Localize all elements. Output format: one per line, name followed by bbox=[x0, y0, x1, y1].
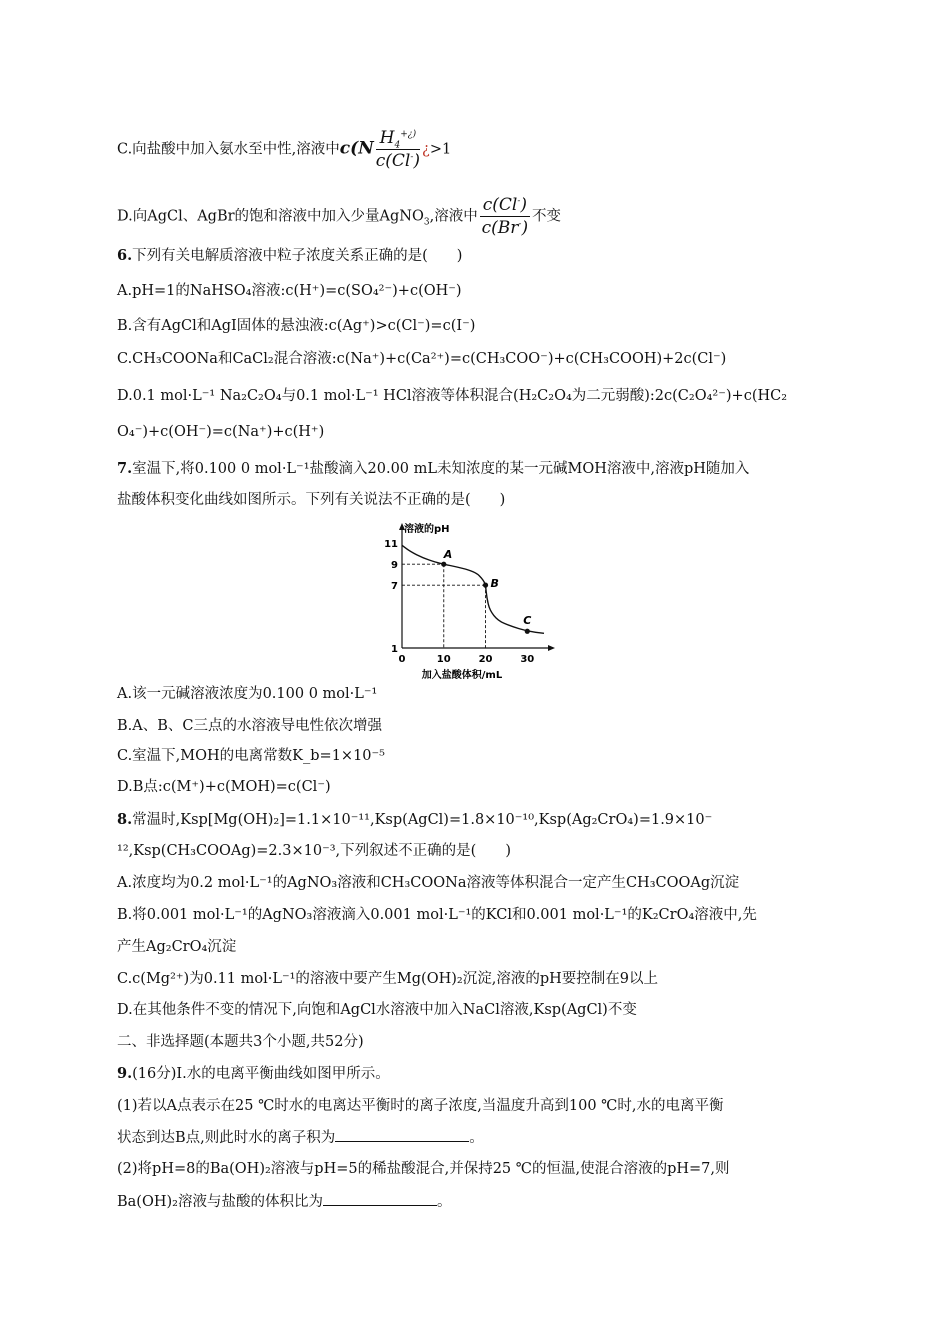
y-tick-label: 1 bbox=[391, 644, 398, 655]
q6-option-c: C.CH₃COONa和CaCl₂混合溶液:c(Na⁺)+c(Ca²⁺)=c(CH₃COO⁻)+c(CH₃COOH)+2c(Cl⁻) bbox=[117, 351, 727, 367]
y-tick-label: 7 bbox=[391, 581, 398, 593]
q8-text1: 常温时,Ksp[Mg(OH)₂]=1.1×10⁻¹¹,Ksp(AgCl)=1.8×10⁻¹⁰,Ksp(Ag₂CrO₄)=1.9×10⁻ bbox=[132, 812, 713, 828]
x-tick-label: 30 bbox=[520, 654, 535, 665]
q6-option-b: B.含有AgCl和AgI固体的悬浊液:c(Ag⁺)>c(Cl⁻)=c(I⁻) bbox=[117, 318, 476, 334]
q5-option-d-mid: ,溶液中 bbox=[429, 208, 478, 225]
point-label-a: A bbox=[443, 548, 453, 562]
q5-option-d bbox=[117, 195, 561, 238]
q5-den-close: ) bbox=[413, 151, 421, 171]
q5-option-c-denominator bbox=[376, 150, 420, 171]
q8-stem-line2: ¹²,Ksp(CH₃COOAg)=2.3×10⁻³,下列叙述不正确的是( ) bbox=[117, 843, 511, 859]
q9-part2-end: 。 bbox=[436, 1194, 452, 1210]
x-tick-label: 0 bbox=[398, 654, 406, 665]
q9-number: 9. bbox=[117, 1065, 133, 1082]
q6-option-d-line2: O₄⁻)+c(OH⁻)=c(Na⁺)+c(H⁺) bbox=[117, 424, 325, 440]
q5-option-d-denominator bbox=[480, 217, 530, 238]
ph-titration-chart bbox=[362, 518, 562, 686]
q5-den-sup: - bbox=[410, 152, 414, 163]
y-tick-label: 9 bbox=[391, 560, 398, 572]
q5-num-sup: +¿) bbox=[400, 129, 417, 140]
q7-text1: 室温下,将0.100 0 mol·L⁻¹盐酸滴入20.00 mL未知浓度的某一元碱MOH溶液中,溶液pH随加入 bbox=[132, 461, 750, 477]
q9-part1-text: 状态到达B点,则此时水的离子积为 bbox=[117, 1130, 336, 1146]
q6-option-a: A.pH=1的NaHSO₄溶液:c(H⁺)=c(SO₄²⁻)+c(OH⁻) bbox=[117, 283, 462, 299]
q5-c-symbol: c bbox=[339, 138, 351, 159]
q5-tail-mark: ¿ bbox=[422, 141, 430, 158]
q8-option-b-line2: 产生Ag₂CrO₄沉淀 bbox=[117, 939, 237, 955]
q5-d-den-text: c(Br bbox=[481, 218, 519, 238]
q5-n-symbol: N bbox=[358, 138, 374, 159]
q5-option-c bbox=[117, 128, 451, 171]
q5-d-num-close: ) bbox=[520, 195, 528, 215]
q5-option-c-numerator bbox=[376, 128, 420, 150]
q5-option-c-fraction bbox=[376, 128, 420, 171]
q6-text: 下列有关电解质溶液中粒子浓度关系正确的是( ) bbox=[132, 248, 463, 264]
q6-number: 6. bbox=[117, 247, 133, 264]
q7-number: 7. bbox=[117, 460, 133, 477]
point-c bbox=[525, 629, 530, 634]
q7-option-d: D.B点:c(M⁺)+c(MOH)=c(Cl⁻) bbox=[117, 779, 331, 795]
q5-den-text: c(Cl bbox=[375, 151, 411, 171]
q9-part2-text: Ba(OH)₂溶液与盐酸的体积比为 bbox=[117, 1194, 323, 1210]
q5-d-num-sup: - bbox=[517, 196, 521, 207]
x-axis-arrow bbox=[548, 645, 555, 651]
q8-option-d: D.在其他条件不变的情况下,向饱和AgCl水溶液中加入NaCl溶液,Ksp(AgCl)不变 bbox=[117, 1002, 637, 1018]
q5-num-sub: 4 bbox=[394, 140, 401, 151]
q9-part1-line2 bbox=[117, 1127, 484, 1148]
q5-option-d-sub: 3 bbox=[423, 217, 430, 228]
y-tick-label: 11 bbox=[384, 539, 398, 551]
q5-option-c-tail: >1 bbox=[429, 141, 452, 158]
y-axis-label: 溶液的pH bbox=[404, 524, 450, 535]
q5-paren: ( bbox=[350, 138, 359, 159]
q9-part2-line1: (2)将pH=8的Ba(OH)₂溶液与pH=5的稀盐酸混合,并保持25 ℃的恒温,使混合溶液的pH=7,则 bbox=[117, 1161, 730, 1177]
x-tick-label: 20 bbox=[478, 654, 493, 665]
q7-option-a: A.该一元碱溶液浓度为0.100 0 mol·L⁻¹ bbox=[117, 686, 378, 702]
x-axis-label: 加入盐酸体积/mL bbox=[421, 670, 503, 681]
q5-option-d-numerator bbox=[480, 195, 530, 217]
q9-part2-line2 bbox=[117, 1191, 451, 1212]
q9-text: (16分)Ⅰ.水的电离平衡曲线如图甲所示。 bbox=[132, 1066, 390, 1082]
q6-option-d-line1: D.0.1 mol·L⁻¹ Na₂C₂O₄与0.1 mol·L⁻¹ HCl溶液等体积混合(H₂C₂O₄为二元弱酸):2c(C₂O₄²⁻)+c(HC₂ bbox=[117, 388, 788, 404]
q9-part1-answer-blank[interactable] bbox=[335, 1127, 469, 1142]
q5-num-h: H bbox=[379, 128, 395, 148]
q5-d-num-text: c(Cl bbox=[482, 195, 518, 215]
q7-stem-line1 bbox=[117, 459, 749, 479]
q9-stem bbox=[117, 1064, 390, 1084]
q7-stem-line2: 盐酸体积变化曲线如图所示。下列有关说法不正确的是( ) bbox=[117, 492, 506, 508]
q5-option-d-text: D.向AgCl、AgBr的饱和溶液中加入少量AgNO bbox=[117, 208, 424, 225]
q9-part2-answer-blank[interactable] bbox=[323, 1191, 437, 1206]
point-a bbox=[441, 562, 446, 567]
q8-option-c: C.c(Mg²⁺)为0.11 mol·L⁻¹的溶液中要产生Mg(OH)₂沉淀,溶液的pH要控制在9以上 bbox=[117, 971, 658, 987]
q7-option-b: B.A、B、C三点的水溶液导电性依次增强 bbox=[117, 718, 382, 734]
q6-stem bbox=[117, 246, 462, 266]
q8-number: 8. bbox=[117, 811, 133, 828]
point-b bbox=[483, 583, 488, 588]
point-label-c: C bbox=[523, 614, 532, 628]
q8-option-a: A.浓度均为0.2 mol·L⁻¹的AgNO₃溶液和CH₃COONa溶液等体积混合一定产生CH₃COOAg沉淀 bbox=[117, 875, 740, 891]
q9-part1-line1: (1)若以A点表示在25 ℃时水的电离达平衡时的离子浓度,当温度升高到100 ℃时,水的电离平衡 bbox=[117, 1098, 724, 1114]
q8-stem-line1 bbox=[117, 810, 712, 830]
q5-option-c-text: C.向盐酸中加入氨水至中性,溶液中 bbox=[117, 141, 340, 158]
q5-d-den-close: ) bbox=[521, 218, 529, 238]
point-label-b: B bbox=[490, 577, 499, 591]
section-2-heading: 二、非选择题(本题共3个小题,共52分) bbox=[117, 1034, 364, 1050]
q5-option-d-tail: 不变 bbox=[532, 208, 562, 225]
q5-d-den-sup: - bbox=[518, 219, 522, 230]
x-tick-label: 10 bbox=[436, 654, 451, 665]
q9-part1-end: 。 bbox=[469, 1130, 484, 1146]
q8-option-b-line1: B.将0.001 mol·L⁻¹的AgNO₃溶液滴入0.001 mol·L⁻¹的KCl和0.001 mol·L⁻¹的K₂CrO₄溶液中,先 bbox=[117, 907, 757, 923]
q7-option-c: C.室温下,MOH的电离常数K_b=1×10⁻⁵ bbox=[117, 748, 385, 764]
q5-option-d-fraction bbox=[480, 195, 530, 238]
